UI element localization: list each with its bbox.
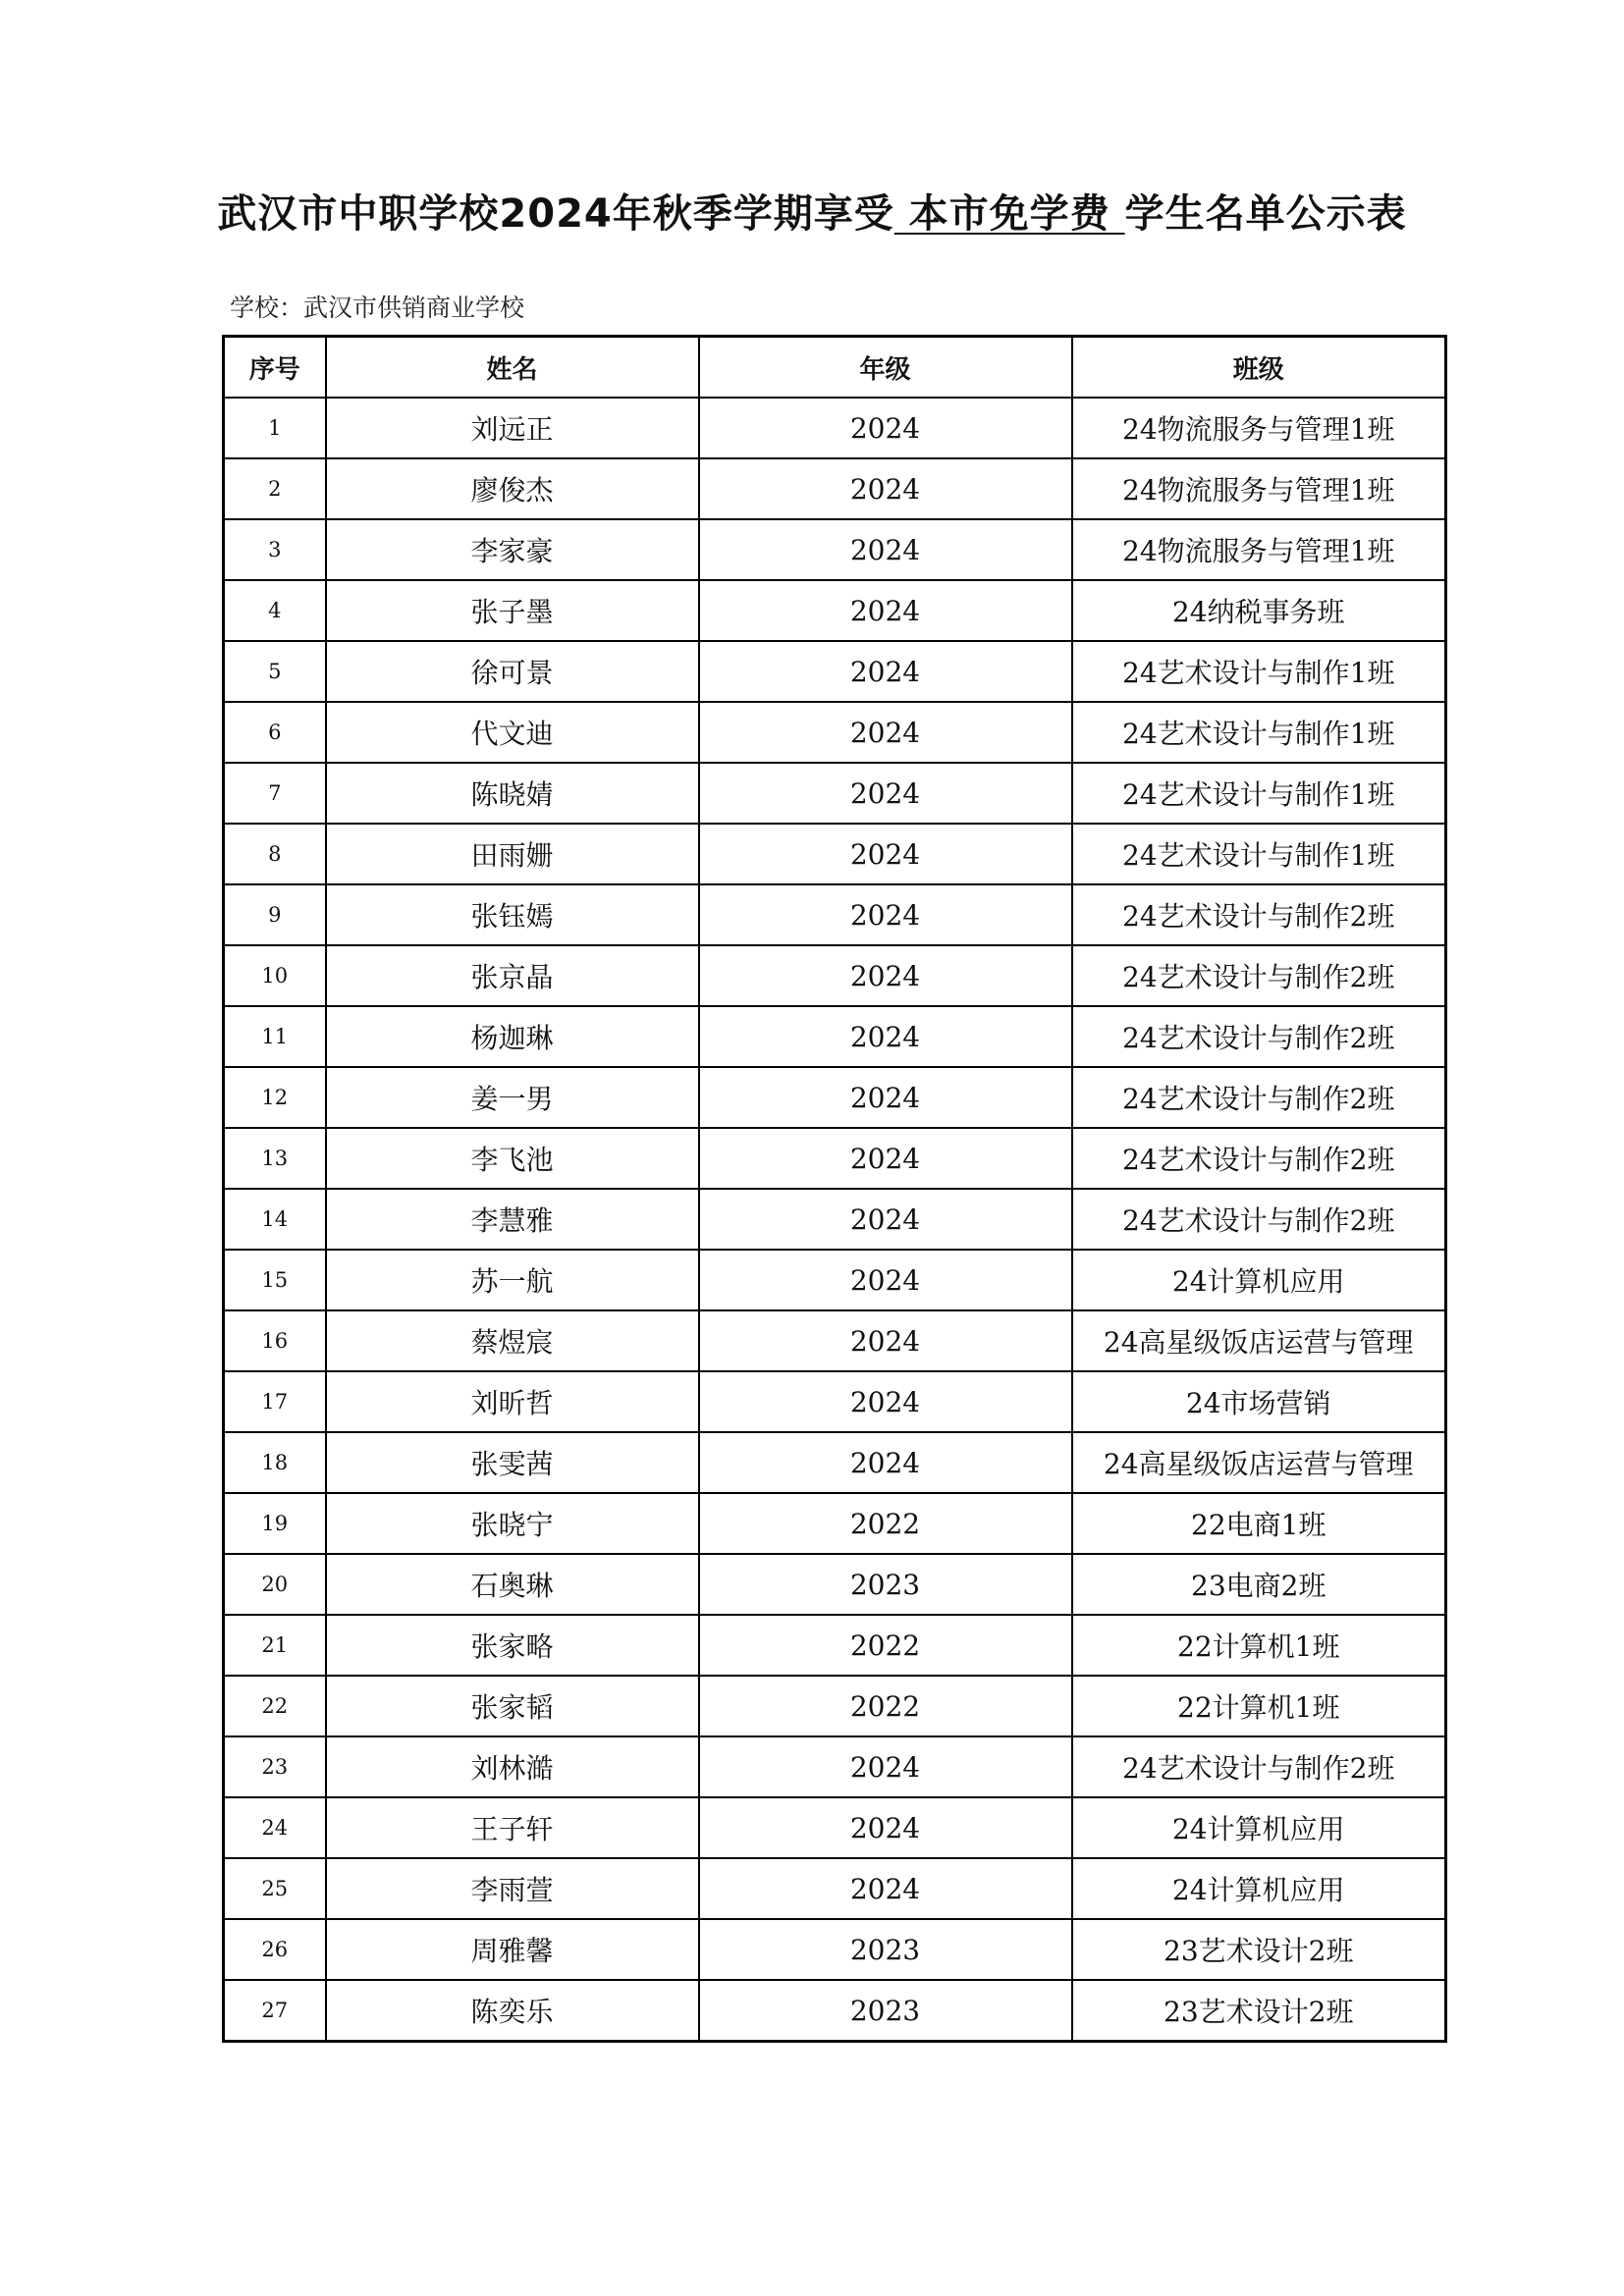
cell-grade: 2024 [699, 1250, 1072, 1310]
cell-name: 王子轩 [326, 1797, 699, 1858]
cell-grade: 2024 [699, 1858, 1072, 1919]
cell-seq: 9 [224, 884, 326, 945]
cell-name: 代文迪 [326, 702, 699, 763]
cell-class: 24高星级饭店运营与管理 [1072, 1310, 1446, 1371]
cell-name: 廖俊杰 [326, 458, 699, 519]
cell-seq: 22 [224, 1676, 326, 1736]
header-name: 姓名 [326, 337, 699, 399]
title-underlined-fill: 本市免学费 [893, 191, 1125, 237]
cell-seq: 17 [224, 1371, 326, 1432]
table-row [224, 824, 1446, 884]
cell-name: 刘昕哲 [326, 1371, 699, 1432]
cell-class: 22计算机1班 [1072, 1676, 1446, 1736]
cell-class: 23电商2班 [1072, 1554, 1446, 1615]
cell-name: 张晓宁 [326, 1493, 699, 1554]
cell-seq: 10 [224, 945, 326, 1006]
cell-class: 23艺术设计2班 [1072, 1919, 1446, 1980]
cell-name: 姜一男 [326, 1067, 699, 1128]
title-prefix: 武汉市中职学校2024年秋季学期享受 [217, 191, 894, 237]
cell-grade: 2022 [699, 1493, 1072, 1554]
cell-name: 李飞池 [326, 1128, 699, 1189]
cell-name: 李家豪 [326, 519, 699, 580]
cell-seq: 1 [224, 398, 326, 458]
cell-seq: 19 [224, 1493, 326, 1554]
cell-name: 李慧雅 [326, 1189, 699, 1250]
cell-class: 24艺术设计与制作2班 [1072, 884, 1446, 945]
cell-name: 陈晓婧 [326, 763, 699, 824]
cell-grade: 2024 [699, 945, 1072, 1006]
table-row [224, 945, 1446, 1006]
header-grade: 年级 [699, 337, 1072, 399]
cell-seq: 27 [224, 1980, 326, 2042]
cell-class: 24市场营销 [1072, 1371, 1446, 1432]
cell-class: 24计算机应用 [1072, 1858, 1446, 1919]
cell-seq: 5 [224, 641, 326, 702]
table-row [224, 1980, 1446, 2042]
table-header-row [224, 337, 1446, 399]
table-row [224, 1493, 1446, 1554]
table-body [224, 398, 1446, 2042]
page-title [0, 183, 1624, 239]
cell-grade: 2024 [699, 398, 1072, 458]
cell-grade: 2022 [699, 1615, 1072, 1676]
cell-grade: 2023 [699, 1554, 1072, 1615]
cell-name: 蔡煜宸 [326, 1310, 699, 1371]
cell-grade: 2024 [699, 580, 1072, 641]
table-row [224, 1006, 1446, 1067]
header-class: 班级 [1072, 337, 1446, 399]
cell-class: 24艺术设计与制作1班 [1072, 702, 1446, 763]
cell-grade: 2024 [699, 1067, 1072, 1128]
cell-seq: 23 [224, 1736, 326, 1797]
cell-seq: 25 [224, 1858, 326, 1919]
table-row [224, 702, 1446, 763]
cell-name: 张家略 [326, 1615, 699, 1676]
cell-grade: 2024 [699, 519, 1072, 580]
cell-name: 石奥琳 [326, 1554, 699, 1615]
cell-class: 23艺术设计2班 [1072, 1980, 1446, 2042]
cell-name: 田雨姗 [326, 824, 699, 884]
table-row [224, 398, 1446, 458]
cell-name: 刘林澔 [326, 1736, 699, 1797]
cell-class: 24高星级饭店运营与管理 [1072, 1432, 1446, 1493]
cell-name: 陈奕乐 [326, 1980, 699, 2042]
table-row [224, 763, 1446, 824]
cell-class: 22电商1班 [1072, 1493, 1446, 1554]
cell-class: 24艺术设计与制作1班 [1072, 763, 1446, 824]
table-row [224, 1371, 1446, 1432]
cell-seq: 3 [224, 519, 326, 580]
cell-seq: 12 [224, 1067, 326, 1128]
cell-grade: 2024 [699, 1736, 1072, 1797]
cell-class: 24艺术设计与制作1班 [1072, 824, 1446, 884]
table-row [224, 1797, 1446, 1858]
cell-class: 24艺术设计与制作2班 [1072, 1067, 1446, 1128]
table-row [224, 1919, 1446, 1980]
cell-seq: 13 [224, 1128, 326, 1189]
cell-class: 24艺术设计与制作2班 [1072, 1189, 1446, 1250]
cell-grade: 2024 [699, 1189, 1072, 1250]
cell-seq: 16 [224, 1310, 326, 1371]
table-row [224, 1310, 1446, 1371]
table-row [224, 1432, 1446, 1493]
table-row [224, 884, 1446, 945]
cell-seq: 14 [224, 1189, 326, 1250]
header-seq: 序号 [224, 337, 326, 399]
cell-class: 24物流服务与管理1班 [1072, 519, 1446, 580]
table-row [224, 1128, 1446, 1189]
cell-class: 24艺术设计与制作2班 [1072, 1006, 1446, 1067]
table-row [224, 1676, 1446, 1736]
cell-grade: 2024 [699, 1128, 1072, 1189]
table-row [224, 580, 1446, 641]
cell-seq: 11 [224, 1006, 326, 1067]
cell-seq: 21 [224, 1615, 326, 1676]
cell-seq: 15 [224, 1250, 326, 1310]
cell-name: 张家韬 [326, 1676, 699, 1736]
cell-name: 张子墨 [326, 580, 699, 641]
cell-seq: 8 [224, 824, 326, 884]
table-row [224, 641, 1446, 702]
cell-seq: 18 [224, 1432, 326, 1493]
cell-grade: 2023 [699, 1919, 1072, 1980]
cell-class: 22计算机1班 [1072, 1615, 1446, 1676]
cell-grade: 2023 [699, 1980, 1072, 2042]
table-row [224, 1615, 1446, 1676]
cell-class: 24艺术设计与制作2班 [1072, 1128, 1446, 1189]
cell-grade: 2024 [699, 702, 1072, 763]
cell-class: 24纳税事务班 [1072, 580, 1446, 641]
cell-class: 24艺术设计与制作2班 [1072, 1736, 1446, 1797]
table-row [224, 458, 1446, 519]
cell-grade: 2024 [699, 1310, 1072, 1371]
cell-name: 刘远正 [326, 398, 699, 458]
student-roster-table [222, 335, 1447, 2043]
cell-grade: 2024 [699, 884, 1072, 945]
cell-grade: 2024 [699, 1432, 1072, 1493]
cell-name: 张京晶 [326, 945, 699, 1006]
cell-name: 周雅馨 [326, 1919, 699, 1980]
table-row [224, 1554, 1446, 1615]
school-label: 学校：武汉市供销商业学校 [230, 294, 525, 322]
cell-name: 苏一航 [326, 1250, 699, 1310]
cell-seq: 24 [224, 1797, 326, 1858]
cell-class: 24物流服务与管理1班 [1072, 398, 1446, 458]
cell-seq: 26 [224, 1919, 326, 1980]
table-row [224, 1736, 1446, 1797]
table-row [224, 519, 1446, 580]
cell-grade: 2024 [699, 763, 1072, 824]
cell-grade: 2024 [699, 641, 1072, 702]
cell-class: 24物流服务与管理1班 [1072, 458, 1446, 519]
table-row [224, 1250, 1446, 1310]
cell-class: 24艺术设计与制作2班 [1072, 945, 1446, 1006]
cell-name: 徐可景 [326, 641, 699, 702]
cell-grade: 2022 [699, 1676, 1072, 1736]
cell-class: 24计算机应用 [1072, 1797, 1446, 1858]
title-suffix: 学生名单公示表 [1124, 191, 1407, 237]
table-row [224, 1067, 1446, 1128]
cell-grade: 2024 [699, 1797, 1072, 1858]
cell-seq: 20 [224, 1554, 326, 1615]
cell-class: 24艺术设计与制作1班 [1072, 641, 1446, 702]
cell-grade: 2024 [699, 1006, 1072, 1067]
table-row [224, 1858, 1446, 1919]
cell-seq: 7 [224, 763, 326, 824]
cell-name: 张钰嫣 [326, 884, 699, 945]
cell-grade: 2024 [699, 824, 1072, 884]
cell-seq: 6 [224, 702, 326, 763]
cell-name: 杨迦琳 [326, 1006, 699, 1067]
cell-seq: 4 [224, 580, 326, 641]
cell-grade: 2024 [699, 458, 1072, 519]
cell-grade: 2024 [699, 1371, 1072, 1432]
cell-class: 24计算机应用 [1072, 1250, 1446, 1310]
cell-name: 张雯茜 [326, 1432, 699, 1493]
table-row [224, 1189, 1446, 1250]
cell-name: 李雨萱 [326, 1858, 699, 1919]
cell-seq: 2 [224, 458, 326, 519]
